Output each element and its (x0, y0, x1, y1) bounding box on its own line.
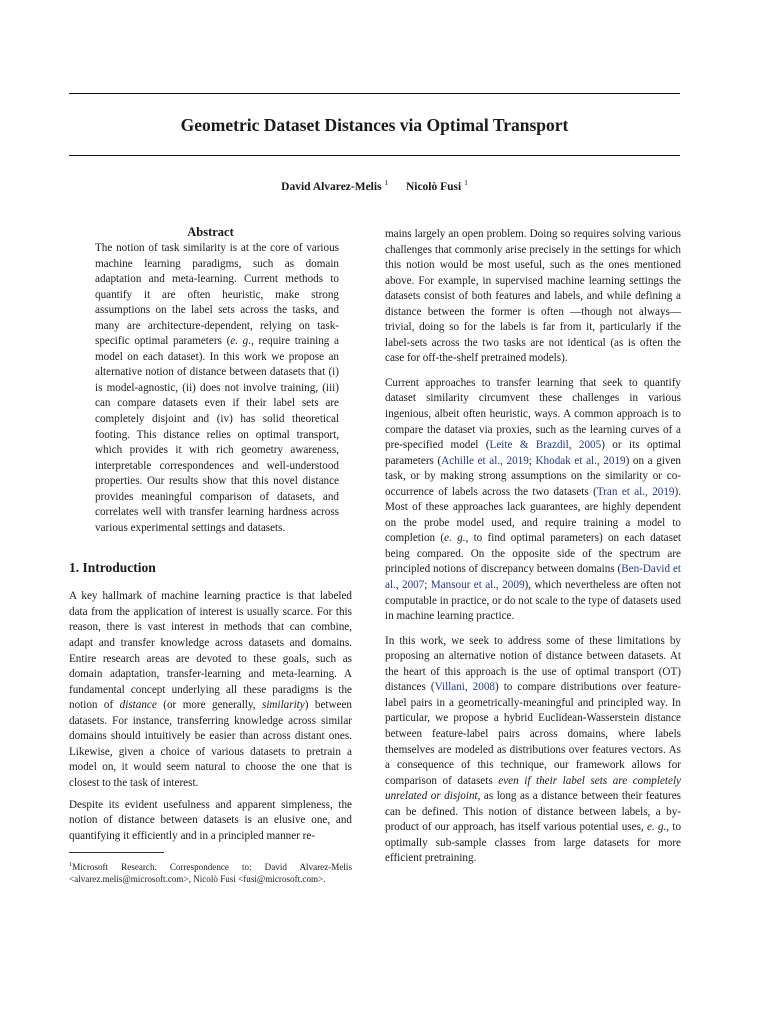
introduction-heading: 1. Introduction (69, 560, 156, 576)
citation-link[interactable]: Tran et al., 2019 (596, 485, 675, 498)
author-affiliation: 1 (464, 178, 468, 187)
footnote: $^1$Microsoft Research. Correspondence to: David Alvarez-Melis <alvarez.melis@microsoft.com>, Nicolò Fusi <fusi@microsoft.com>. (69, 861, 352, 885)
citation-link[interactable]: Ben-David et al., 2007 (385, 563, 681, 592)
author-list (69, 178, 680, 193)
abstract-text: The notion of task similarity is at the core of various machine learning paradigms, such as domain adaptation and meta-learning. Current methods to quantify it are often heuristic, make strong assumptions on the label sets across the tasks, and many are architecture-dependent, relying on task-specific optimal parameters (e. g., require training a model on each dataset). In this work we propose an alternative notion of distance between datasets that (i) is model-agnostic, (ii) does not involve training, (iii) can compare datasets even if their label sets are completely disjoint and (iv) has solid theoretical footing. This distance relies on optimal transport, which provides it with rich geometry awareness, interpretable correspondences and well-understood properties. Our results show that this novel distance provides meaningful comparison of datasets, and correlates well with transfer learning hardness across various experimental settings and datasets. (95, 242, 339, 534)
author-affiliation: 1 (384, 178, 389, 187)
intro-paragraph-2: Despite its evident usefulness and apparent simpleness, the notion of distance between datasets is an elusive one, and quantifying it efficiently and in a principled manner re- (69, 798, 352, 842)
title-rule-bottom (69, 155, 680, 156)
citation-link[interactable]: Khodak et al., 2019 (535, 454, 626, 467)
citation-link[interactable]: Mansour et al., 2009 (430, 579, 525, 592)
paper-title: Geometric Dataset Distances via Optimal Transport (180, 115, 569, 135)
author-name: Nicolò Fusi (405, 180, 462, 193)
abstract-heading: Abstract (187, 225, 234, 239)
title-rule-top (69, 93, 680, 94)
citation-link[interactable]: Achille et al., 2019 (441, 454, 529, 467)
intro-paragraph-1: A key hallmark of machine learning practice is that labeled data from the application of interest is usually scarce. For this reason, there is vast interest in methods that can combine, adapt and transfer knowledge across datasets and domains. Entire research areas are devoted to these goals, such as domain adaptation, transfer-learning and meta-learning. A fundamental concept underlying all these paradigms is the notion of distance (or more generally, similarity) between datasets. For instance, transferring knowledge across similar domains should intuitively be easier than across distant ones. Likewise, given a choice of various datasets to pretrain a model on, it would seem natural to choose the one that is closest to the task of interest. (69, 590, 352, 789)
footnote-rule (69, 852, 164, 853)
right-paragraph-1: mains largely an open problem. Doing so requires solving various challenges that commonly arise precisely in the settings for which this notion would be most useful, such as the ones mentioned above. For example, in supervised machine learning settings the datasets consist of both features and labels, and while defining a distance between the former is often —though not always— trivial, doing so for the labels is far from it, particularly if the label-sets across the two tasks are not identical (as is often the case for off-the-shelf pretrained models). (385, 228, 681, 365)
citation-link[interactable]: Leite & Brazdil, 2005 (489, 439, 602, 452)
right-paragraph-2: Current approaches to transfer learning that seek to quantify dataset similarity circumvent these challenges in various ingenious, albeit often heuristic, ways. A common approach is to compare the dataset via proxies, such as the learning curves of a pre-specified model (Leite & Brazdil, 2005) or its optimal parameters (Achille et al., 2019; Khodak et al., 2019) on a given task, or by making strong assumptions on the similarity or co-occurrence of labels across the two datasets (Tran et al., 2019). Most of these approaches lack guarantees, are highly dependent on the probe model used, and require training a model to completion (e. g., to find optimal parameters) on each dataset being compared. On the opposite side of the spectrum are principled notions of discrepancy between domains (Ben-David et al., 2007; Mansour et al., 2009), which nevertheless are often not computable in practice, or do not scale to the type of datasets used in machine learning practice. (385, 376, 682, 623)
right-paragraph-3: In this work, we seek to address some of these limitations by proposing an alternative notion of distance between datasets. At the heart of this approach is the use of optimal transport (OT) distances (Villani, 2008) to compare distributions over feature-label pairs in a geometrically-meaningful and principled way. In particular, we propose a hybrid Euclidean-Wasserstein distance between feature-label pairs across domains, where labels themselves are modeled as distributions over features vectors. As a consequence of this technique, our framework allows for comparison of datasets even if their label sets are completely unrelated or disjoint, as long as a distance between their features can be defined. This notion of distance between labels, a by-product of our approach, has itself various potential uses, e. g., to optimally sub-sample classes from large datasets for more efficient pretraining. (385, 634, 682, 865)
citation-link[interactable]: Villani, 2008 (434, 681, 495, 694)
author-name: David Alvarez-Melis (281, 180, 382, 193)
left-column (69, 224, 352, 886)
right-column (385, 227, 681, 876)
